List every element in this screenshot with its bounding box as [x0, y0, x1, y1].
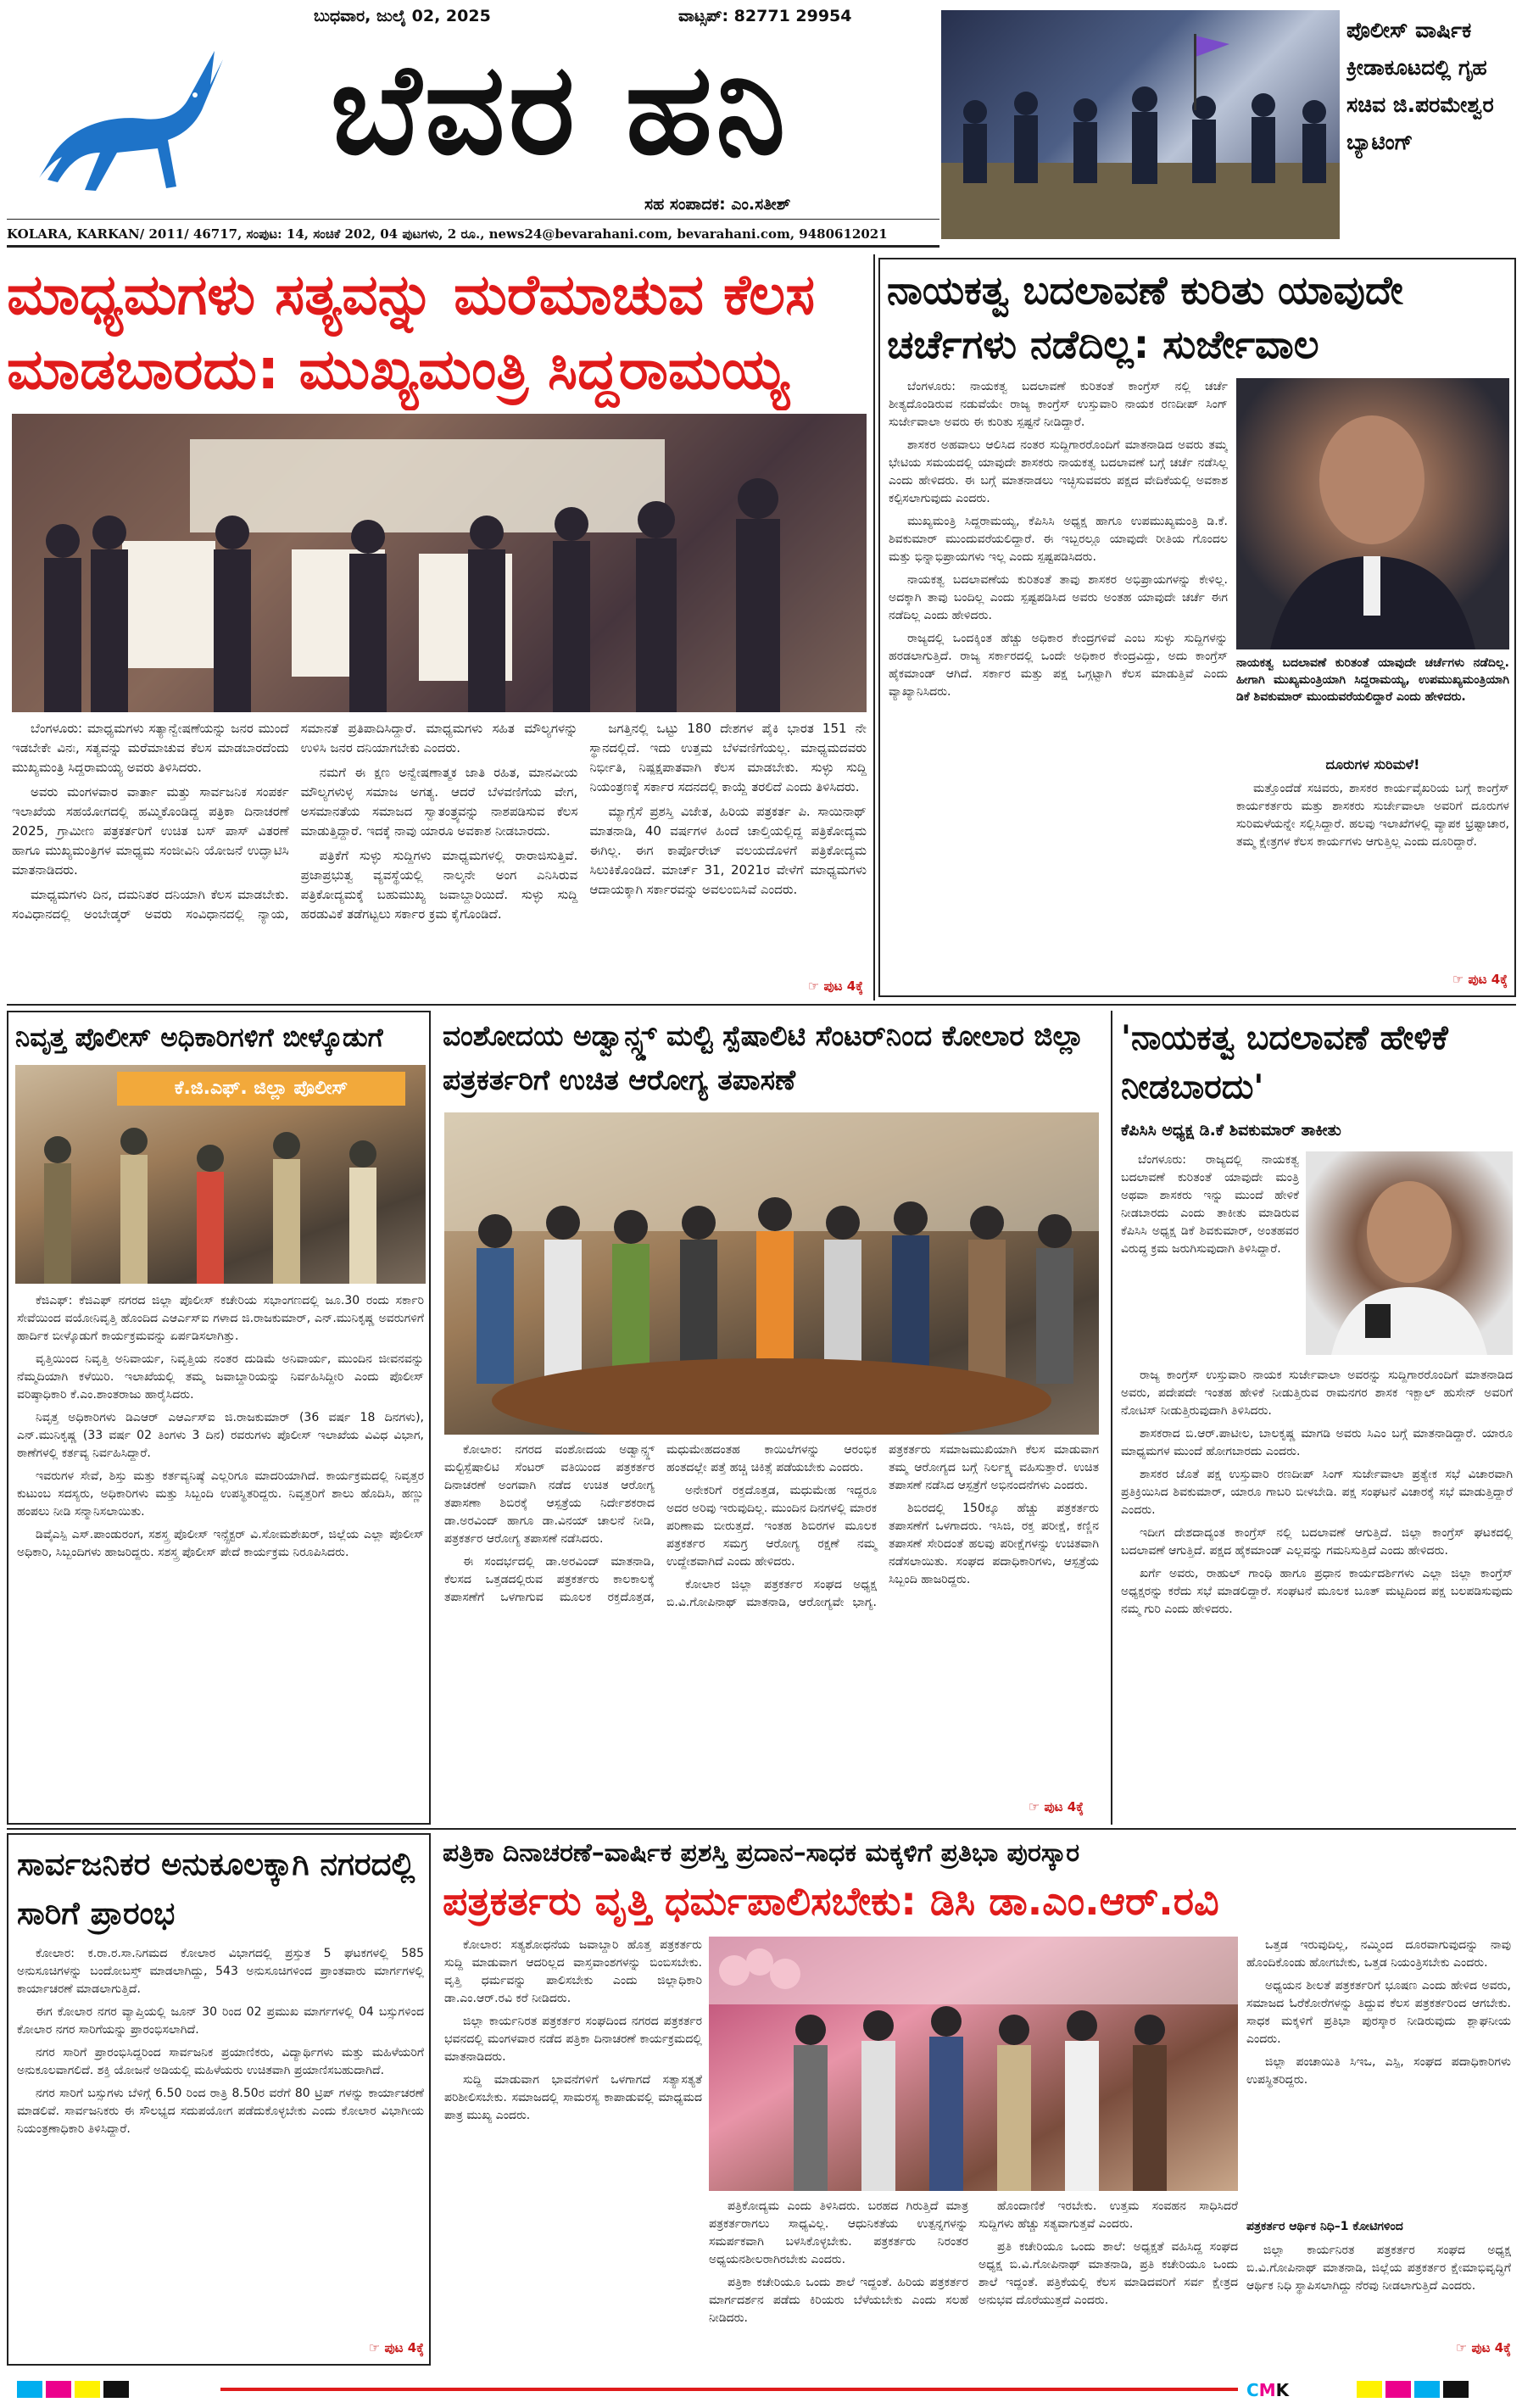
- color-swatches: [17, 2381, 187, 2398]
- swatch-yellow: [1357, 2381, 1382, 2398]
- portrait-silhouette-icon: [1306, 1151, 1513, 1355]
- surjewala-story: [878, 258, 1516, 997]
- lead-paragraph: ಅವರು ಮಂಗಳವಾರ ವಾರ್ತಾ ಮತ್ತು ಸಾರ್ವಜನಿಕ ಸಂಪರ್ಕ ಇಲಾಖೆಯ ಸಹಯೋಗದಲ್ಲಿ ಹಮ್ಮಿಕೊಂಡಿದ್ದ ಪತ್ರಿಕಾ ದಿನಾಚರಣೆ 2025, ಗ್ರಾಮೀಣ ಪತ್ರಕರ್ತರಿಗೆ ಉಚಿತ ಬಸ್ ಪಾಸ್ ವಿತರಣೆ ಹಾಗೂ ಮುಖ್ಯಮಂತ್ರಿಗಳ ಮಾಧ್ಯಮ ಸಂಜೀವಿನಿ ಯೋಜನೆ ಉದ್ಘಾಟಿಸಿ ಮಾತನಾಡಿದರು.: [12, 784, 289, 878]
- surjewala-photo-caption: ನಾಯಕತ್ವ ಬದಲಾವಣೆ ಕುರಿತಂತೆ ಯಾವುದೇ ಚರ್ಚೆಗಳು ನಡೆದಿಲ್ಲ. ಹೀಗಾಗಿ ಮುಖ್ಯಮಂತ್ರಿಯಾಗಿ ಸಿದ್ದರಾಮಯ್ಯ, ಉಪಮುಖ್ಯಮಂತ್ರಿಯಾಗಿ ಡಿಕೆ ಶಿವಕುಮಾರ್ ಮುಂದುವರೆಯಲಿದ್ದಾರೆ ಎಂದು ಹೇಳಿದರು.: [1236, 656, 1509, 704]
- dc-right-body: [1246, 1937, 1511, 2216]
- surjewala-sub-body: ಮತ್ತೊಂದೆಡೆ ಸಚಿವರು, ಶಾಸಕರ ಕಾರ್ಯವೈಖರಿಯ ಬಗ್ಗೆ ಕಾಂಗ್ರೆಸ್ ಕಾರ್ಯಕರ್ತರು ಮತ್ತು ಶಾಸಕರು ಸುರ್ಜೇವಾಲಾ ಅವರಿಗೆ ದೂರುಗಳ ಸುರಿಮಳೆಯನ್ನೇ ಸಲ್ಲಿಸಿದ್ದಾರೆ. ಹಲವು ಇಲಾಖೆಗಳಲ್ಲಿ ವ್ಯಾಪಕ ಭ್ರಷ್ಟಾಚಾರ, ತಮ್ಮ ಕ್ಷೇತ್ರಗಳ ಕೆಲಸ ಕಾರ್ಯಗಳು ಆಗುತ್ತಿಲ್ಲ ಎಂದು ದೂರಿದ್ದಾರೆ.: [1236, 782, 1509, 849]
- section-divider: [7, 1004, 1516, 1006]
- police-paragraph: ವೃತ್ತಿಯಿಂದ ನಿವೃತ್ತಿ ಅನಿವಾರ್ಯ, ನಿವೃತ್ತಿಯ ನಂತರ ದುಡಿಮೆ ಅನಿವಾರ್ಯ, ಮುಂದಿನ ಜೀವನವನ್ನು ನೆಮ್ಮದಿಯಾಗಿ ಕಳೆಯಿರಿ. ಇಲಾಖೆಯಲ್ಲಿ ತಮ್ಮ ಜವಾಬ್ದಾರಿಯನ್ನು ನಿರ್ವಹಿಸಿದ್ದೀರಿ ಎಂದು ಪೊಲೀಸ್ ವರಿಷ್ಠಾಧಿಕಾರಿ ಕೆ.ಎಂ.ಶಾಂತರಾಜು ಹಾರೈಸಿದರು.: [17, 1352, 424, 1402]
- health-photo: [444, 1112, 1099, 1435]
- dc-story: [439, 1833, 1516, 2366]
- surjewala-paragraph: ಬೆಂಗಳೂರು: ನಾಯಕತ್ವ ಬದಲಾವಣೆ ಕುರಿತಂತೆ ಕಾಂಗ್ರೆಸ್ ನಲ್ಲಿ ಚರ್ಚೆ ಶೀತ್ಯದೊಂಡಿರುವ ನಡುವೆಯೇ ರಾಜ್ಯ ಕಾಂಗ್ರೆಸ್ ಉಸ್ತುವಾರಿ ನಾಯಕ ರಣದೀಪ್ ಸಿಂಗ್ ಸುರ್ಜೇವಾಲಾ ಅವರು ಈ ಕುರಿತು ಸ್ಪಷ್ಟನೆ ನೀಡಿದ್ದಾರೆ.: [889, 380, 1228, 429]
- health-body: [444, 1441, 1099, 1798]
- footer-rule: [220, 2388, 1238, 2391]
- column-divider: [873, 254, 875, 1001]
- lead-paragraph: ಬೆಂಗಳೂರು: ಮಾಧ್ಯಮಗಳು ಸತ್ಯಾನ್ವೇಷಣೆಯನ್ನು ಜನರ ಮುಂದೆ ಇಡಬೇಕೇ ವಿನಃ, ಸತ್ಯವನ್ನು ಮರೆಮಾಚುವ ಕೆಲಸ ಮಾಡಬಾರದೆಂದು ಮುಖ್ಯಮಂತ್ರಿ ಸಿದ್ದರಾಮಯ್ಯ ಅವರು ತಿಳಿಸಿದರು.: [12, 721, 289, 775]
- police-paragraph: ನಿವೃತ್ತ ಅಧಿಕಾರಿಗಳು ಡಿಎಆರ್ ಎಆರ್ಎಸ್ಐ ಜಿ.ರಾಜಕುಮಾರ್ (36 ವರ್ಷ 18 ದಿನಗಳು), ಎನ್.ಮುನಿಕೃಷ್ಣ (33 ವರ್ಷ 02 ತಿಂಗಳು 3 ದಿನ) ರವರುಗಳು ಪೊಲೀಸ್ ಇಲಾಖೆಯ ವಿವಿಧ ವಿಭಾಗ, ಠಾಣೆಗಳಲ್ಲಿ ಕರ್ತವ್ಯ ನಿರ್ವಹಿಸಿದ್ದಾರೆ.: [17, 1411, 424, 1460]
- dc-paragraph: ಹೊಂದಾಣಿಕೆ ಇರಬೇಕು. ಉತ್ತಮ ಸಂವಹನ ಸಾಧಿಸಿದರೆ ಸುದ್ದಿಗಳು ಹೆಚ್ಚು ಸತ್ಯವಾಗುತ್ತವೆ ಎಂದರು.: [978, 2199, 1238, 2231]
- bus-body: [17, 1945, 424, 2337]
- portrait-silhouette-icon: [1236, 378, 1509, 649]
- cmyk-c: C: [1246, 2380, 1259, 2400]
- police-group-icon: [15, 1107, 426, 1284]
- surjewala-subhead: ದೂರುಗಳ ಸುರಿಮಳೆ!: [1325, 756, 1420, 772]
- police-headline: ನಿವೃತ್ತ ಪೊಲೀಸ್ ಅಧಿಕಾರಿಗಳಿಗೆ ಬೀಳ್ಕೊಡುಗೆ: [15, 1023, 383, 1053]
- dc-paragraph: ಪ್ರತಿ ಕಚೇರಿಯೂ ಒಂದು ಶಾಲೆ: ಅಧ್ಯಕ್ಷತೆ ವಹಿಸಿದ್ದ ಸಂಘದ ಅಧ್ಯಕ್ಷ ಬಿ.ವಿ.ಗೋಪಿನಾಥ್ ಮಾತನಾಡಿ, ಪ್ರತಿ ಕಚೇರಿಯೂ ಒಂದು ಶಾಲೆ ಇದ್ದಂತೆ. ಪತ್ರಿಕೆಯಲ್ಲಿ ಕೆಲಸ ಮಾಡಿದವರಿಗೆ ಸರ್ವ ಕ್ಷೇತ್ರದ ಅನುಭವ ದೊರೆಯುತ್ತದೆ ಎಂದರು.: [978, 2240, 1238, 2307]
- crowd-silhouette-icon: [941, 10, 1340, 239]
- dc-photo: [709, 1937, 1238, 2191]
- swatch-magenta: [46, 2381, 71, 2398]
- health-paragraph: ಅನೇಕರಿಗೆ ರಕ್ತದೊತ್ತಡ, ಮಧುಮೇಹ ಇದ್ದರೂ ಅದರ ಅರಿವು ಇರುವುದಿಲ್ಲ. ಮುಂದಿನ ದಿನಗಳಲ್ಲಿ ಮಾರಕ ಪರಿಣಾಮ ಬೀರುತ್ತದೆ. ಇಂತಹ ಶಿಬಿರಗಳ ಮೂಲಕ ಪತ್ರಕರ್ತರ ಸಮಗ್ರ ಆರೋಗ್ಯ ರಕ್ಷಣೆ ನಮ್ಮ ಉದ್ದೇಶವಾಗಿದೆ ಎಂದು ಹೇಳಿದರು.: [666, 1484, 877, 1569]
- swatch-yellow: [75, 2381, 100, 2398]
- masthead: [0, 0, 1522, 254]
- swatch-black: [1443, 2381, 1469, 2398]
- lead-paragraph: ಪತ್ರಿಕೆಗೆ ಸುಳ್ಳು ಸುದ್ದಿಗಳು ಮಾಧ್ಯಮಗಳಲ್ಲಿ ರಾರಾಜಿಸುತ್ತಿವೆ. ಪ್ರಜಾಪ್ರಭುತ್ವ ವ್ಯವಸ್ಥೆಯಲ್ಲಿ ನಾಲ್ಕನೇ ಅಂಗ ಎನಿಸಿರುವ ಪತ್ರಿಕೋದ್ಯಮಕ್ಕೆ ಬಹುಮುಖ್ಯ ಜವಾಬ್ದಾರಿಯಿದೆ. ಸುಳ್ಳು ಸುದ್ದಿ ಹರಡುವಿಕೆ ತಡೆಗಟ್ಟಲು ಸರ್ಕಾರ ಕ್ರಮ ಕೈಗೊಂಡಿದೆ.: [300, 848, 578, 922]
- dks-headline: 'ನಾಯಕತ್ವ ಬದಲಾವಣೆ ಹೇಳಿಕೆ ನೀಡಬಾರದು': [1121, 1019, 1448, 1106]
- section-divider: [7, 1828, 1516, 1830]
- dc-paragraph: ಕೋಲಾರ: ಸತ್ಯಶೋಧನೆಯ ಜವಾಬ್ದಾರಿ ಹೊತ್ತ ಪತ್ರಕರ್ತರು ಸುದ್ದಿ ಮಾಡುವಾಗ ಆದರಿಲ್ಲದ ವಾಸ್ತವಾಂಶಗಳನ್ನು ಬಿಂಬಿಸಬೇಕು. ವೃತ್ತಿ ಧರ್ಮವನ್ನು ಪಾಲಿಸಬೇಕು ಎಂದು ಜಿಲ್ಲಾಧಿಕಾರಿ ಡಾ.ಎಂ.ಆರ್.ರವಿ ಕರೆ ನೀಡಿದರು.: [444, 1938, 702, 2005]
- dc-paragraph: ಪತ್ರಿಕಾ ಕಚೇರಿಯೂ ಒಂದು ಶಾಲೆ ಇದ್ದಂತೆ. ಹಿರಿಯ ಪತ್ರಕರ್ತರ ಮಾರ್ಗದರ್ಶನ ಪಡೆದು ಕಿರಿಯರು ಬೆಳೆಯಬೇಕು ಎಂದು ಸಲಹೆ ನೀಡಿದರು.: [709, 2276, 968, 2325]
- surjewala-paragraph: ಮುಖ್ಯಮಂತ್ರಿ ಸಿದ್ದರಾಮಯ್ಯ, ಕೆಪಿಸಿಸಿ ಅಧ್ಯಕ್ಷ ಹಾಗೂ ಉಪಮುಖ್ಯಮಂತ್ರಿ ಡಿ.ಕೆ. ಶಿವಕುಮಾರ್ ಮುಂದುವರೆಯಲಿದ್ದಾರೆ. ಈ ಇಬ್ಬರಲ್ಲೂ ಯಾವುದೇ ರೀತಿಯ ಗೊಂದಲ ಮತ್ತು ಭಿನ್ನಾಭಿಪ್ರಾಯಗಳು ಇಲ್ಲ ಎಂದು ಸ್ಪಷ್ಟಪಡಿಸಿದರು.: [889, 515, 1228, 564]
- swatch-black: [103, 2381, 129, 2398]
- lead-continued-link[interactable]: ☞ ಪುಟ 4ಕ್ಕೆ: [807, 978, 863, 994]
- footer-bar: [0, 2374, 1522, 2408]
- dc-left-body: [444, 1937, 702, 2191]
- dc-paragraph: ಜಿಲ್ಲಾ ಪಂಚಾಯಿತಿ ಸಿಇಒ, ಎಸ್ಪಿ, ಸಂಘದ ಪದಾಧಿಕಾರಿಗಳು ಉಪಸ್ಥಿತರಿದ್ದರು.: [1246, 2055, 1511, 2087]
- info-strip: KOLARA, KARKAN/ 2011/ 46717, ಸಂಪುಟ: 14, ಸಂಚಿಕೆ 202, 04 ಪುಟಗಳು, 2 ರೂ., news24@bevarahani.com, bevarahani.com, 9480612021: [7, 219, 939, 248]
- bus-continued-link[interactable]: ☞ ಪುಟ 4ಕ್ಕೆ: [368, 2340, 424, 2355]
- surjewala-paragraph: ನಾಯಕತ್ವ ಬದಲಾವಣೆಯ ಕುರಿತಂತೆ ತಾವು ಶಾಸಕರ ಅಭಿಪ್ರಾಯಗಳನ್ನು ಕೇಳಿಲ್ಲ. ಅದಕ್ಕಾಗಿ ತಾವು ಬಂದಿಲ್ಲ ಎಂದು ಸ್ಪಷ್ಟಪಡಿಸಿದ ಅವರು ಅಂತಹ ಯಾವುದೇ ಚರ್ಚೆ ಈಗ ನಡೆದಿಲ್ಲ ಎಂದು ಹೇಳಿದರು.: [889, 573, 1228, 622]
- dks-story: [1111, 1011, 1516, 1825]
- police-paragraph: ಇವರುಗಳ ಸೇವೆ, ಶಿಸ್ತು ಮತ್ತು ಕರ್ತವ್ಯನಿಷ್ಠೆ ಎಲ್ಲರಿಗೂ ಮಾದರಿಯಾಗಿದೆ. ಕಾರ್ಯಕ್ರಮದಲ್ಲಿ ನಿವೃತ್ತರ ಕುಟುಂಬ ಸದಸ್ಯರು, ಅಧಿಕಾರಿಗಳು ಮತ್ತು ಸಿಬ್ಬಂದಿ ಉಪಸ್ಥಿತರಿದ್ದರು. ನಿವೃತ್ತರಿಗೆ ಶಾಲು ಹೊದಿಸಿ, ಹಣ್ಣು ಹಂಪಲು ನೀಡಿ ಸನ್ಮಾನಿಸಲಾಯಿತು.: [17, 1469, 424, 1519]
- health-headline: ವಂಶೋದಯ ಅಡ್ವಾನ್ಸ್ಡ್ ಮಲ್ಟಿ ಸ್ಪೆಷಾಲಿಟಿ ಸೆಂಟರ್‌ನಿಂದ ಕೋಲಾರ ಜಿಲ್ಲಾ ಪತ್ರಕರ್ತರಿಗೆ ಉಚಿತ ಆರೋಗ್ಯ ತಪಾಸಣೆ: [443, 1019, 1084, 1096]
- health-story: [439, 1011, 1104, 1825]
- dks-photo: [1306, 1151, 1513, 1355]
- police-story: [7, 1011, 431, 1825]
- dc-award-subhead: ಪತ್ರಕರ್ತರ ಆರ್ಥಿಕ ನಿಧಿ–1 ಕೋಟಿಗಳಿಂದ: [1246, 2220, 1403, 2233]
- bus-paragraph: ಕೋಲಾರ: ಕ.ರಾ.ರ.ಸಾ.ನಿಗಮದ ಕೋಲಾರ ವಿಭಾಗದಲ್ಲಿ ಪ್ರಸ್ತುತ 5 ಘಟಕಗಳಲ್ಲಿ 585 ಅನುಸೂಚಿಗಳನ್ನು ಬಂದೋಬಸ್ತ್ ಮಾಡಲಾಗಿದ್ದು, 543 ಅನುಸೂಚಿಗಳಿಂದ ಪ್ರಾಂತವಾರು ಮಾರ್ಗಗಳಲ್ಲಿ ಕಾರ್ಯಾಚರಣೆ ಮಾಡಲಾಗುತ್ತಿದೆ.: [17, 1947, 424, 1996]
- dks-paragraph: ಇದೀಗ ದೇಶದಾದ್ಯಂತ ಕಾಂಗ್ರೆಸ್ ನಲ್ಲಿ ಬದಲಾವಣೆ ಆಗುತ್ತಿದೆ. ಜಿಲ್ಲಾ ಕಾಂಗ್ರೆಸ್ ಘಟಕದಲ್ಲಿ ಬದಲಾವಣೆ ಆಗುತ್ತಿದೆ. ಪಕ್ಷದ ಹೈಕಮಾಂಡ್ ಎಲ್ಲವನ್ನು ಗಮನಿಸುತ್ತಿದೆ ಎಂದು ಹೇಳಿದರು.: [1121, 1526, 1513, 1558]
- dks-paragraph: ಖರ್ಗೆ ಅವರು, ರಾಹುಲ್ ಗಾಂಧಿ ಹಾಗೂ ಪ್ರಧಾನ ಕಾರ್ಯದರ್ಶಿಗಳು ಎಲ್ಲಾ ಜಿಲ್ಲಾ ಕಾಂಗ್ರೆಸ್ ಅಧ್ಯಕ್ಷರನ್ನು ಕರೆದು ಸಭೆ ಮಾಡಲಿದ್ದಾರೆ. ಸಂಘಟನೆ ಮೂಲಕ ಬೂತ್ ಮಟ್ಟದಿಂದ ಪಕ್ಷ ಬಲಪಡಿಸುವುದು ನಮ್ಮ ಗುರಿ ಎಂದು ಹೇಳಿದರು.: [1121, 1567, 1513, 1616]
- police-paragraph: ಕೆಜಿಎಫ್: ಕೆಜಿಎಫ್ ನಗರದ ಜಿಲ್ಲಾ ಪೊಲೀಸ್ ಕಚೇರಿಯ ಸಭಾಂಗಣದಲ್ಲಿ ಜೂ.30 ರಂದು ಸರ್ಕಾರಿ ಸೇವೆಯಿಂದ ವಯೋನಿವೃತ್ತಿ ಹೊಂದಿದ ಎಆರ್ಎಸ್ಐ ಗಳಾದ ಜಿ.ರಾಜಕುಮಾರ್, ಎನ್.ಮುನಿಕೃಷ್ಣ ಅವರುಗಳಿಗೆ ಹಾರ್ದಿಕ ಬೀಳ್ಕೊಡುಗೆ ಕಾರ್ಯಕ್ರಮವನ್ನು ಏರ್ಪಡಿಸಲಾಗಿತ್ತು.: [17, 1294, 424, 1343]
- cmyk-k: K: [1275, 2380, 1290, 2400]
- bus-paragraph: ನಗರ ಸಾರಿಗೆ ಬಸ್ಸುಗಳು ಬೆಳಿಗ್ಗೆ 6.50 ರಿಂದ ರಾತ್ರಿ 8.50ರ ವರೆಗೆ 80 ಟ್ರಿಪ್ ಗಳನ್ನು ಕಾರ್ಯಾಚರಣೆ ಮಾಡಲಿವೆ. ಸಾರ್ವಜನಿಕರು ಈ ಸೌಲಭ್ಯದ ಸದುಪಯೋಗ ಪಡೆದುಕೊಳ್ಳಬೇಕು ಎಂದು ಕೋಲಾರ ವಿಭಾಗೀಯ ನಿಯಂತ್ರಣಾಧಿಕಾರಿ ತಿಳಿಸಿದ್ದಾರೆ.: [17, 2087, 424, 2136]
- dc-headline: ಪತ್ರಕರ್ತರು ವೃತ್ತಿ ಧರ್ಮಪಾಲಿಸಬೇಕು: ಡಿಸಿ ಡಾ.ಎಂ.ಆರ್.ರವಿ: [443, 1878, 1219, 1924]
- surjewala-paragraph: ರಾಜ್ಯದಲ್ಲಿ ಒಂದಕ್ಕಿಂತ ಹೆಚ್ಚು ಅಧಿಕಾರ ಕೇಂದ್ರಗಳಿವೆ ಎಂಬ ಸುಳ್ಳು ಸುದ್ದಿಗಳನ್ನು ಹರಡಲಾಗುತ್ತಿದೆ. ರಾಜ್ಯ ಸರ್ಕಾರದಲ್ಲಿ ಒಂದೇ ಅಧಿಕಾರ ಕೇಂದ್ರವಿದ್ದು, ಅದು ಕಾಂಗ್ರೆಸ್ ಹೈಕಮಾಂಡ್ ಆಗಿದೆ. ಸರ್ಕಾರ ಮತ್ತು ಪಕ್ಷ ಒಗ್ಗಟ್ಟಾಗಿ ಕೆಲಸ ಮಾಡುತ್ತಿವೆ ಎಂದು ವ್ಯಾಖ್ಯಾನಿಸಿದರು.: [889, 632, 1228, 699]
- health-continued-link[interactable]: ☞ ಪುಟ 4ಕ್ಕೆ: [1028, 1799, 1084, 1814]
- surjewala-continued-link[interactable]: ☞ ಪುಟ 4ಕ್ಕೆ: [1452, 972, 1508, 987]
- police-banner: ಕೆ.ಜಿ.ಎಫ್. ಜಿಲ್ಲಾ ಪೊಲೀಸ್: [117, 1072, 405, 1106]
- health-paragraph: ಶಿಬಿರದಲ್ಲಿ 150ಕ್ಕೂ ಹೆಚ್ಚು ಪತ್ರಕರ್ತರು ತಪಾಸಣೆಗೆ ಒಳಗಾದರು. ಇಸಿಜಿ, ರಕ್ತ ಪರೀಕ್ಷೆ, ಕಣ್ಣಿನ ತಪಾಸಣೆ ಸೇರಿದಂತೆ ಹಲವು ಪರೀಕ್ಷೆಗಳನ್ನು ಉಚಿತವಾಗಿ ನಡೆಸಲಾಯಿತು. ಸಂಘದ ಪದಾಧಿಕಾರಿಗಳು, ಆಸ್ಪತ್ರೆಯ ಸಿಬ್ಬಂದಿ ಹಾಜರಿದ್ದರು.: [889, 1502, 1099, 1586]
- surjewala-headline: ನಾಯಕತ್ವ ಬದಲಾವಣೆ ಕುರಿತು ಯಾವುದೇ ಚರ್ಚೆಗಳು ನಡೆದಿಲ್ಲ: ಸುರ್ಜೇವಾಲ: [887, 267, 1403, 367]
- dc-continued-link[interactable]: ☞ ಪುಟ 4ಕ್ಕೆ: [1455, 2340, 1511, 2355]
- surjewala-photo: [1236, 378, 1509, 649]
- lead-story: [7, 254, 870, 1001]
- cmyk-marks: [1246, 2377, 1348, 2403]
- lead-paragraph: ಮಾಧ್ಯಮಗಳು ದಿನ, ದಮನಿತರ ದನಿಯಾಗಿ ಕೆಲಸ ಮಾಡಬೇಕು. ಸಂವಿಧಾನದಲ್ಲಿ ಅಂಬೇಡ್ಕರ್ ಅವರು ಸಂವಿಧಾನದಲ್ಲಿ ನ್ಯಾಯ, ಸಮಾನತೆ ಪ್ರತಿಪಾದಿಸಿದ್ದಾರೆ. ಮಾಧ್ಯಮಗಳು ಸಹಿತ ಮೌಲ್ಯಗಳನ್ನು ಉಳಿಸಿ ಜನರ ದನಿಯಾಗಬೇಕು ಎಂದರು.: [12, 721, 578, 922]
- lead-paragraph: ಮ್ಯಾಗ್ಸೆಸೆ ಪ್ರಶಸ್ತಿ ವಿಜೇತ, ಹಿರಿಯ ಪತ್ರಕರ್ತ ಪಿ. ಸಾಯಿನಾಥ್ ಮಾತನಾಡಿ, 40 ವರ್ಷಗಳ ಹಿಂದೆ ಚಾಲ್ತಿಯಲ್ಲಿದ್ದ ಪತ್ರಿಕೋದ್ಯಮ ಈಗಿಲ್ಲ. ಈಗ ಕಾರ್ಪೊರೇಟ್ ವಲಯದೊಳಗೆ ಪತ್ರಿಕೋದ್ಯಮ ಸಿಲುಕಿಕೊಂಡಿದೆ. ಮಾರ್ಚ್ 31, 2021ರ ವೇಳೆಗೆ ಮಾಧ್ಯಮಗಳು ಆದಾಯಕ್ಕಾಗಿ ಸರ್ಕಾರವನ್ನು ಅವಲಂಬಿಸಿವೆ ಎಂದರು.: [589, 804, 867, 897]
- dks-paragraph: ರಾಜ್ಯ ಕಾಂಗ್ರೆಸ್ ಉಸ್ತುವಾರಿ ನಾಯಕ ಸುರ್ಜೇವಾಲಾ ಅವರನ್ನು ಸುದ್ದಿಗಾರರೊಂದಿಗೆ ಮಾತನಾಡಿದ ಅವರು, ಪದೇಪದೇ ಇಂತಹ ಹೇಳಿಕೆ ನೀಡುತ್ತಿರುವ ರಾಮನಗರ ಶಾಸಕ ಇಕ್ಬಾಲ್ ಹುಸೇನ್ ಅವರಿಗೆ ನೋಟಿಸ್ ನೀಡುತ್ತಿರುವುದಾಗಿ ತಿಳಿಸಿದರು.: [1121, 1368, 1513, 1418]
- health-paragraph: ಕೋಲಾರ: ನಗರದ ವಂಶೋದಯ ಅಡ್ವಾನ್ಸ್ಡ್ ಮಲ್ಟಿಸ್ಪೆಷಾಲಿಟಿ ಸೆಂಟರ್ ವತಿಯಿಂದ ಪತ್ರಕರ್ತರ ದಿನಾಚರಣೆ ಅಂಗವಾಗಿ ನಡೆದ ಉಚಿತ ಆರೋಗ್ಯ ತಪಾಸಣಾ ಶಿಬಿರಕ್ಕೆ ಆಸ್ಪತ್ರೆಯ ನಿರ್ದೇಶಕರಾದ ಡಾ.ಅರವಿಂದ್ ಹಾಗೂ ಡಾ.ವಿನಯ್ ಚಾಲನೆ ನೀಡಿ, ಪತ್ರಕರ್ತರ ಆರೋಗ್ಯ ತಪಾಸಣೆ ನಡೆಸಿದರು.: [444, 1443, 655, 1546]
- lead-photo: [12, 414, 867, 712]
- promo-caption: ಪೊಲೀಸ್ ವಾರ್ಷಿಕ ಕ್ರೀಡಾಕೂಟದಲ್ಲಿ ಗೃಹ ಸಚಿವ ಜಿ.ಪರಮೇಶ್ವರ ಬ್ಯಾಟಿಂಗ್: [1346, 18, 1494, 154]
- dc-paragraph: ಜಿಲ್ಲಾ ಕಾರ್ಯನಿರತ ಪತ್ರಕರ್ತರ ಸಂಘದಿಂದ ನಗರದ ಪತ್ರಕರ್ತರ ಭವನದಲ್ಲಿ ಮಂಗಳವಾರ ನಡೆದ ಪತ್ರಿಕಾ ದಿನಾಚರಣೆ ಕಾರ್ಯಕ್ರಮದಲ್ಲಿ ಮಾತನಾಡಿದರು.: [444, 2015, 702, 2064]
- whatsapp-number: ವಾಟ್ಸಪ್: 82771 29954: [678, 7, 852, 25]
- health-paragraph: ಕೋಲಾರ ಜಿಲ್ಲಾ ಪತ್ರಕರ್ತರ ಸಂಘದ ಅಧ್ಯಕ್ಷ ಬಿ.ವಿ.ಗೋಪಿನಾಥ್ ಮಾತನಾಡಿ, ಆರೋಗ್ಯವೇ ಭಾಗ್ಯ. ಪತ್ರಕರ್ತರು ಸಮಾಜಮುಖಿಯಾಗಿ ಕೆಲಸ ಮಾಡುವಾಗ ತಮ್ಮ ಆರೋಗ್ಯದ ಬಗ್ಗೆ ನಿರ್ಲಕ್ಷ್ಯ ವಹಿಸುತ್ತಾರೆ. ಉಚಿತ ತಪಾಸಣೆ ನಡೆಸಿದ ಆಸ್ಪತ್ರೆಗೆ ಅಭಿನಂದನೆಗಳು ಎಂದರು.: [666, 1443, 1099, 1609]
- dks-paragraph: ಶಾಸಕರ ಜೊತೆ ಪಕ್ಷ ಉಸ್ತುವಾರಿ ರಣದೀಪ್ ಸಿಂಗ್ ಸುರ್ಜೇವಾಲಾ ಪ್ರತ್ಯೇಕ ಸಭೆ ವಿಚಾರವಾಗಿ ಪ್ರತಿಕ್ರಿಯಿಸಿದ ಶಿವಕುಮಾರ್, ಯಾರೂ ಗಾಬರಿ ಬೀಳಬೇಡಿ. ಪಕ್ಷ ಸಂಘಟನೆ ವಿಚಾರಕ್ಕೆ ಸಭೆ ಮಾಡುತ್ತಿದ್ದಾರೆ ಎಂದರು.: [1121, 1468, 1513, 1517]
- dc-paragraph: ಸುದ್ದಿ ಮಾಡುವಾಗ ಭಾವನೆಗಳಿಗೆ ಒಳಗಾಗದೆ ಸತ್ಯಾಸತ್ಯತೆ ಪರಿಶೀಲಿಸಬೇಕು. ಸಮಾಜದಲ್ಲಿ ಸಾಮರಸ್ಯ ಕಾಪಾಡುವಲ್ಲಿ ಮಾಧ್ಯಮದ ಪಾತ್ರ ಮುಖ್ಯ ಎಂದರು.: [444, 2073, 702, 2122]
- cmyk-m: M: [1258, 2380, 1276, 2400]
- dks-lead-body: ಬೆಂಗಳೂರು: ರಾಜ್ಯದಲ್ಲಿ ನಾಯಕತ್ವ ಬದಲಾವಣೆ ಕುರಿತಂತೆ ಯಾವುದೇ ಮಂತ್ರಿ ಅಥವಾ ಶಾಸಕರು ಇನ್ನು ಮುಂದೆ ಹೇಳಿಕೆ ನೀಡಬಾರದು ಎಂದು ತಾಕೀತು ಮಾಡಿರುವ ಕೆಪಿಸಿಸಿ ಅಧ್ಯಕ್ಷ ಡಿಕೆ ಶಿವಕುಮಾರ್, ಅಂತಹವರ ವಿರುದ್ಧ ಕ್ರಮ ಜರುಗಿಸುವುದಾಗಿ ತಿಳಿಸಿದ್ದಾರೆ.: [1121, 1153, 1299, 1256]
- newspaper-title: ಬೆವರ ಹನಿ: [330, 35, 789, 182]
- police-paragraph: ಡಿವೈಎಸ್ಪಿ ಎಸ್.ಪಾಂಡುರಂಗ, ಸಶಸ್ತ್ರ ಪೊಲೀಸ್ ಇನ್ಸ್ಪೆಕ್ಟರ್ ವಿ.ಸೋಮಶೇಖರ್, ಜಿಲ್ಲೆಯ ಎಲ್ಲಾ ಪೊಲೀಸ್ ಅಧಿಕಾರಿ, ಸಿಬ್ಬಂದಿಗಳು ಹಾಜರಿದ್ದರು. ಸಶಸ್ತ್ರ ಪೊಲೀಸ್ ಪೇದೆ ಕಾರ್ಯಕ್ರಮ ನಿರೂಪಿಸಿದರು.: [17, 1528, 424, 1559]
- dateline: ಬುಧವಾರ, ಜುಲೈ 02, 2025: [314, 7, 491, 25]
- lead-body: [12, 719, 867, 980]
- dc-kicker: ಪತ್ರಿಕಾ ದಿನಾಚರಣೆ–ವಾರ್ಷಿಕ ಪ್ರಶಸ್ತಿ ಪ್ರದಾನ–ಸಾಧಕ ಮಕ್ಕಳಿಗೆ ಪ್ರತಿಭಾ ಪುರಸ್ಕಾರ: [443, 1838, 1080, 1868]
- dc-paragraph: ಒತ್ತಡ ಇರುವುದಿಲ್ಲ, ನಮ್ಮಿಂದ ದೂರವಾಗುವುದನ್ನು ನಾವು ಹೊಂದಿಕೊಂಡು ಹೋಗಬೇಕು, ಒತ್ತಡ ನಿಯಂತ್ರಿಸಬೇಕು ಎಂದರು.: [1246, 1938, 1511, 1970]
- dks-body: [1121, 1367, 1513, 1816]
- swatch-cyan: [1414, 2381, 1440, 2398]
- police-photo: [15, 1065, 426, 1284]
- coeditor-line: ಸಹ ಸಂಪಾದಕ: ಎಂ.ಸತೀಶ್: [644, 195, 791, 214]
- color-swatches-right: [1357, 2381, 1501, 2398]
- dc-bottom-right-body: [978, 2198, 1238, 2359]
- surjewala-paragraph: ಶಾಸಕರ ಅಹವಾಲು ಆಲಿಸಿದ ನಂತರ ಸುದ್ದಿಗಾರರೊಂದಿಗೆ ಮಾತನಾಡಿದ ಅವರು ತಮ್ಮ ಭೇಟಿಯ ಸಮಯದಲ್ಲಿ ಯಾವುದೇ ಶಾಸಕರು ನಾಯಕತ್ವ ಬದಲಾವಣೆ ಬಗ್ಗೆ ಚರ್ಚೆ ನಡೆಸಿಲ್ಲ ಎಂದು ಹೇಳಿದರು. ಈ ಬಗ್ಗೆ ಮಾತನಾಡಲು ಇಚ್ಛಿಸುವವರು ಪಕ್ಷದ ವೇದಿಕೆಯಲ್ಲಿ ಅವಕಾಶ ಕಲ್ಪಿಸಲಾಗುವುದು ಎಂದರು.: [889, 438, 1228, 505]
- bus-story: [7, 1833, 431, 2366]
- health-paragraph: ಈ ಸಂದರ್ಭದಲ್ಲಿ ಡಾ.ಅರವಿಂದ್ ಮಾತನಾಡಿ, ಕೆಲಸದ ಒತ್ತಡದಲ್ಲಿರುವ ಪತ್ರಕರ್ತರು ಕಾಲಕಾಲಕ್ಕೆ ತಪಾಸಣೆಗೆ ಒಳಗಾಗುವ ಮೂಲಕ ರಕ್ತದೊತ್ತಡ, ಮಧುಮೇಹದಂತಹ ಕಾಯಿಲೆಗಳನ್ನು ಆರಂಭಿಕ ಹಂತದಲ್ಲೇ ಪತ್ತೆ ಹಚ್ಚಿ ಚಿಕಿತ್ಸೆ ಪಡೆಯಬೇಕು ಎಂದರು.: [444, 1443, 877, 1604]
- swatch-cyan: [17, 2381, 42, 2398]
- lead-headline: ಮಾಧ್ಯಮಗಳು ಸತ್ಯವನ್ನು ಮರೆಮಾಚುವ ಕೆಲಸ ಮಾಡಬಾರದು: ಮುಖ್ಯಮಂತ್ರಿ ಸಿದ್ದರಾಮಯ್ಯ: [7, 262, 816, 402]
- promo-photo: [941, 10, 1340, 239]
- dc-paragraph: ಅಧ್ಯಯನ ಶೀಲತೆ ಪತ್ರಕರ್ತರಿಗೆ ಭೂಷಣ ಎಂದು ಹೇಳಿದ ಅವರು, ಸಮಾಜದ ಓರೆಕೋರೆಗಳನ್ನು ತಿದ್ದುವ ಕೆಲಸ ಪತ್ರಕರ್ತರಿಂದ ಆಗಬೇಕು. ಸಾಧಕ ಮಕ್ಕಳಿಗೆ ಪ್ರತಿಭಾ ಪುರಸ್ಕಾರ ನೀಡಿರುವುದು ಶ್ಲಾಘನೀಯ ಎಂದರು.: [1246, 1979, 1511, 2046]
- police-body: [17, 1292, 424, 1818]
- dc-paragraph: ಪತ್ರಿಕೋದ್ಯಮ ಎಂದು ತಿಳಿಸಿದರು. ಬರಹದ ಗಿರುತ್ತಿದೆ ಮಾತ್ರ ಪತ್ರಕರ್ತರಾಗಲು ಸಾಧ್ಯವಿಲ್ಲ. ಆಧುನಿಕತೆಯ ಉತ್ಪನ್ನಗಳನ್ನು ಸಮರ್ಪಕವಾಗಿ ಬಳಸಿಕೊಳ್ಳಬೇಕು. ಪತ್ರಕರ್ತರು ನಿರಂತರ ಅಧ್ಯಯನಶೀಲರಾಗಿರಬೇಕು ಎಂದರು.: [709, 2199, 968, 2266]
- surjewala-body: [889, 378, 1228, 989]
- lead-paragraph: ಜಗತ್ತಿನಲ್ಲಿ ಒಟ್ಟು 180 ದೇಶಗಳ ಪೈಕಿ ಭಾರತ 151 ನೇ ಸ್ಥಾನದಲ್ಲಿದೆ. ಇದು ಉತ್ತಮ ಬೆಳವಣಿಗೆಯಲ್ಲ. ಮಾಧ್ಯಮದವರು ನಿರ್ಭೀತಿ, ನಿಷ್ಪಕ್ಷಪಾತವಾಗಿ ಕೆಲಸ ಮಾಡಬೇಕು. ಸುಳ್ಳು ಸುದ್ದಿ ನಿಯಂತ್ರಣಕ್ಕೆ ಸರ್ಕಾರ ಸದನದಲ್ಲಿ ಕಾಯ್ದೆ ತರಲಿದೆ ಎಂದು ತಿಳಿಸಿದರು.: [589, 721, 867, 794]
- bus-paragraph: ನಗರ ಸಾರಿಗೆ ಪ್ರಾರಂಭಿಸಿದ್ದರಿಂದ ಸಾರ್ವಜನಿಕ ಪ್ರಯಾಣಿಕರು, ವಿದ್ಯಾರ್ಥಿಗಳು ಮತ್ತು ಮಹಿಳೆಯರಿಗೆ ಅನುಕೂಲವಾಗಲಿದೆ. ಶಕ್ತಿ ಯೋಜನೆ ಅಡಿಯಲ್ಲಿ ಮಹಿಳೆಯರು ಉಚಿತವಾಗಿ ಪ್ರಯಾಣಿಸಬಹುದಾಗಿದೆ.: [17, 2046, 424, 2077]
- award-ceremony-icon: [709, 1937, 1238, 2191]
- dks-paragraph: ಶಾಸಕರಾದ ಬಿ.ಆರ್.ಪಾಟೀಲ, ಬಾಲಕೃಷ್ಣ ಮಾಗಡಿ ಅವರು ಸಿಎಂ ಬಗ್ಗೆ ಮಾತನಾಡಿದ್ದಾರೆ. ಯಾರೂ ಮಾಧ್ಯಮಗಳ ಮುಂದೆ ಹೋಗಬಾರದು ಎಂದರು.: [1121, 1427, 1513, 1458]
- swatch-magenta: [1385, 2381, 1411, 2398]
- dc-bottom-left-body: [709, 2198, 968, 2359]
- dc-award-body: ಜಿಲ್ಲಾ ಕಾರ್ಯನಿರತ ಪತ್ರಕರ್ತರ ಸಂಘದ ಅಧ್ಯಕ್ಷ ಬಿ.ವಿ.ಗೋಪಿನಾಥ್ ಮಾತನಾಡಿ, ಜಿಲ್ಲೆಯ ಪತ್ರಕರ್ತರ ಕ್ಷೇಮಾಭಿವೃದ್ಧಿಗೆ ಆರ್ಥಿಕ ನಿಧಿ ಸ್ಥಾಪಿಸಲಾಗಿದ್ದು ನೆರವು ನೀಡಲಾಗುತ್ತಿದೆ ಎಂದರು.: [1246, 2244, 1511, 2293]
- lead-paragraph: ನಮಗೆ ಈ ಕ್ಷಣ ಅನ್ವೇಷಣಾತ್ಮಕ ಜಾತಿ ರಹಿತ, ಮಾನವೀಯ ಮೌಲ್ಯಗಳುಳ್ಳ ಸಮಾಜ ಅಗತ್ಯ. ಆದರೆ ಬೆಳವಣಿಗೆಯ ವೇಗ, ಅಸಮಾನತೆಯ ಸಮಾಜದ ಸ್ವಾತಂತ್ರ್ಯವನ್ನು ನಾಶಪಡಿಸುವ ಕೆಲಸ ಮಾಡುತ್ತಿದ್ದಾರೆ. ಇದಕ್ಕೆ ನಾವು ಯಾರೂ ಅವಕಾಶ ನೀಡಬಾರದು.: [300, 765, 578, 839]
- meeting-room-icon: [444, 1112, 1099, 1435]
- stage-event-icon: [12, 414, 867, 712]
- dks-subhead: ಕೆಪಿಸಿಸಿ ಅಧ್ಯಕ್ಷ ಡಿ.ಕೆ ಶಿವಕುಮಾರ್ ತಾಕೀತು: [1121, 1121, 1341, 1140]
- bus-headline: ಸಾರ್ವಜನಿಕರ ಅನುಕೂಲಕ್ಕಾಗಿ ನಗರದಲ್ಲಿ ಸಾರಿಗೆ ಪ್ರಾರಂಭ: [17, 1846, 415, 1931]
- bus-paragraph: ಈಗ ಕೋಲಾರ ನಗರ ವ್ಯಾಪ್ತಿಯಲ್ಲಿ ಜೂನ್ 30 ರಿಂದ 02 ಪ್ರಮುಖ ಮಾರ್ಗಗಳಲ್ಲಿ 04 ಬಸ್ಸುಗಳಿಂದ ಕೋಲಾರ ನಗರ ಸಾರಿಗೆಯನ್ನು ಪ್ರಾರಂಭಿಸಲಾಗಿದೆ.: [17, 2005, 424, 2037]
